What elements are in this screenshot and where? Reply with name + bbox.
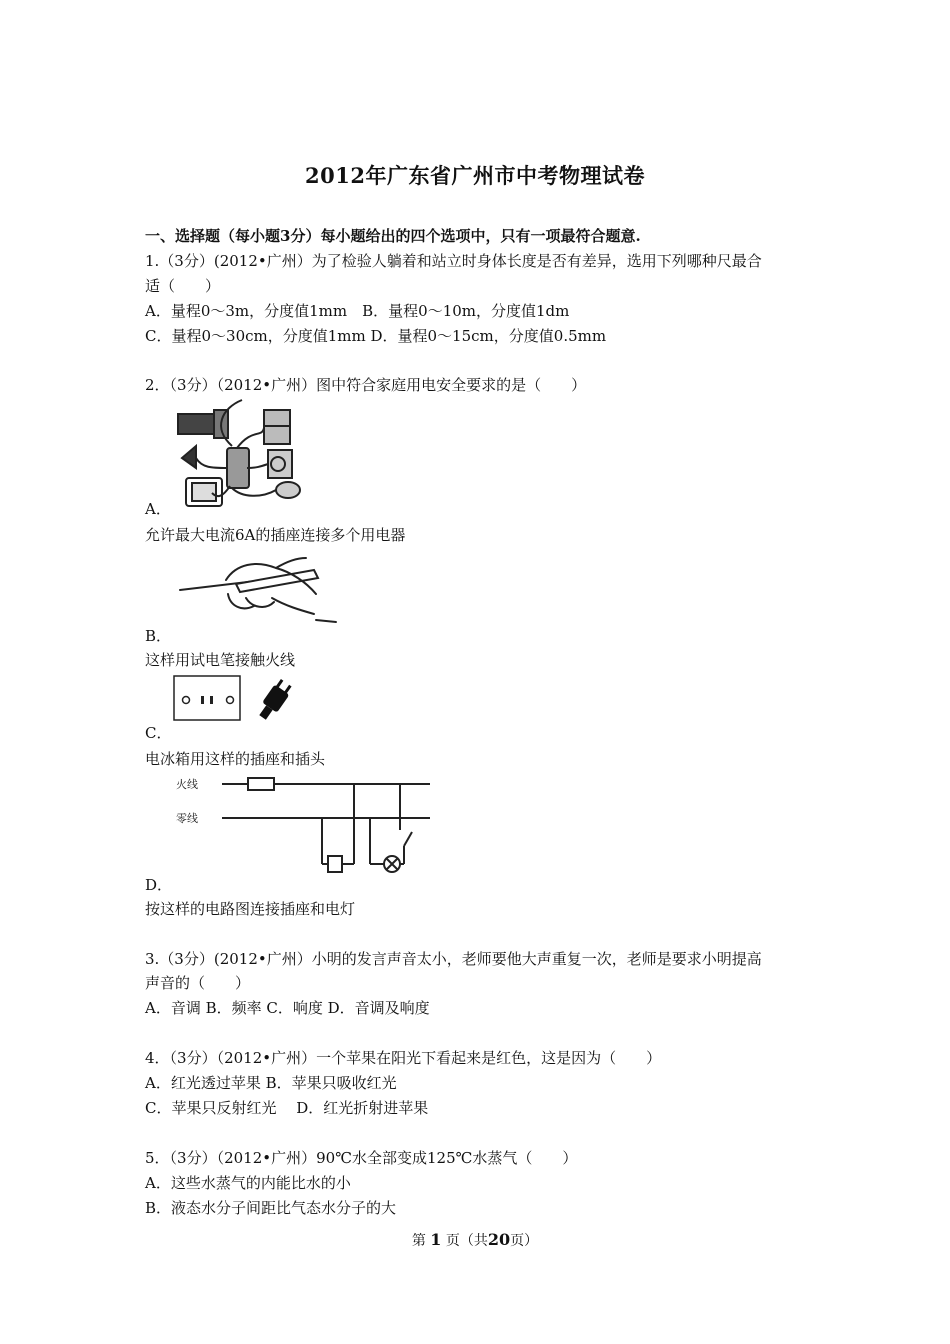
q4-options-ab: A．红光透过苹果 B．苹果只吸收红光	[145, 1074, 397, 1092]
page-footer	[0, 1230, 950, 1250]
q2-option-b-text: 这样用试电笔接触火线	[145, 651, 296, 669]
q1-options-cd: C．量程0～30cm，分度值1mm D．量程0～15cm，分度值0.5mm	[145, 327, 607, 345]
q4-options-cd: C．苹果只反射红光 D．红光折射进苹果	[145, 1099, 429, 1117]
q2-option-c-label: C．	[145, 724, 172, 742]
q2-option-c-text: 电冰箱用这样的插座和插头	[145, 750, 326, 768]
section-heading: 一、选择题（每小题3分）每小题给出的四个选项中，只有一项最符合题意.	[145, 227, 641, 245]
q3-stem-line2: 声音的（ ）	[145, 974, 251, 992]
footer-page-number: 1	[430, 1230, 442, 1249]
neutral-wire-label: 零线	[176, 812, 198, 825]
q4-stem: 4．（3分）（2012•广州）一个苹果在阳光下看起来是红色，这是因为（ ）	[145, 1049, 662, 1067]
circuit-diagram-figure	[172, 772, 436, 884]
q5-stem: 5．（3分）（2012•广州）90℃水全部变成125℃水蒸气（ ）	[145, 1149, 578, 1167]
two-pin-socket-plug-figure	[172, 674, 312, 724]
q2-stem: 2．（3分）（2012•广州）图中符合家庭用电安全要求的是（ ）	[145, 376, 587, 394]
q2-option-d-label: D．	[145, 876, 173, 894]
q2-option-b-label: B．	[145, 627, 172, 645]
q2-option-a-label: A．	[145, 500, 171, 518]
q1-stem-line1: 1.（3分）(2012•广州）为了检验人躺着和站立时身体长度是否有差异，选用下列哪种尺最合	[145, 252, 762, 270]
q2-option-a-text: 允许最大电流6A的插座连接多个用电器	[145, 526, 406, 544]
q1-options-ab: A．量程0～3m，分度值1mm B．量程0～10m，分度值1dm	[145, 302, 570, 320]
footer-suffix: 页）	[510, 1233, 539, 1249]
page-title: 2012年广东省广州市中考物理试卷	[305, 163, 645, 188]
q2-option-d-text: 按这样的电路图连接插座和电灯	[145, 900, 356, 918]
footer-prefix: 第	[411, 1233, 426, 1249]
q5-option-a: A．这些水蒸气的内能比水的小	[145, 1174, 351, 1192]
q3-options: A．音调 B．频率 C．响度 D．音调及响度	[145, 999, 430, 1017]
q3-stem-line1: 3.（3分）(2012•广州）小明的发言声音太小，老师要他大声重复一次，老师是要求小明提高	[145, 950, 762, 968]
footer-middle: 页（共	[445, 1233, 488, 1249]
footer-total-pages: 20	[487, 1230, 511, 1249]
overloaded-socket-figure	[172, 398, 312, 508]
q5-option-b: B．液态水分子间距比气态水分子的大	[145, 1199, 397, 1217]
live-wire-label: 火线	[176, 778, 198, 791]
q1-stem-line2: 适（ ）	[145, 277, 221, 295]
test-pen-figure	[176, 554, 346, 626]
